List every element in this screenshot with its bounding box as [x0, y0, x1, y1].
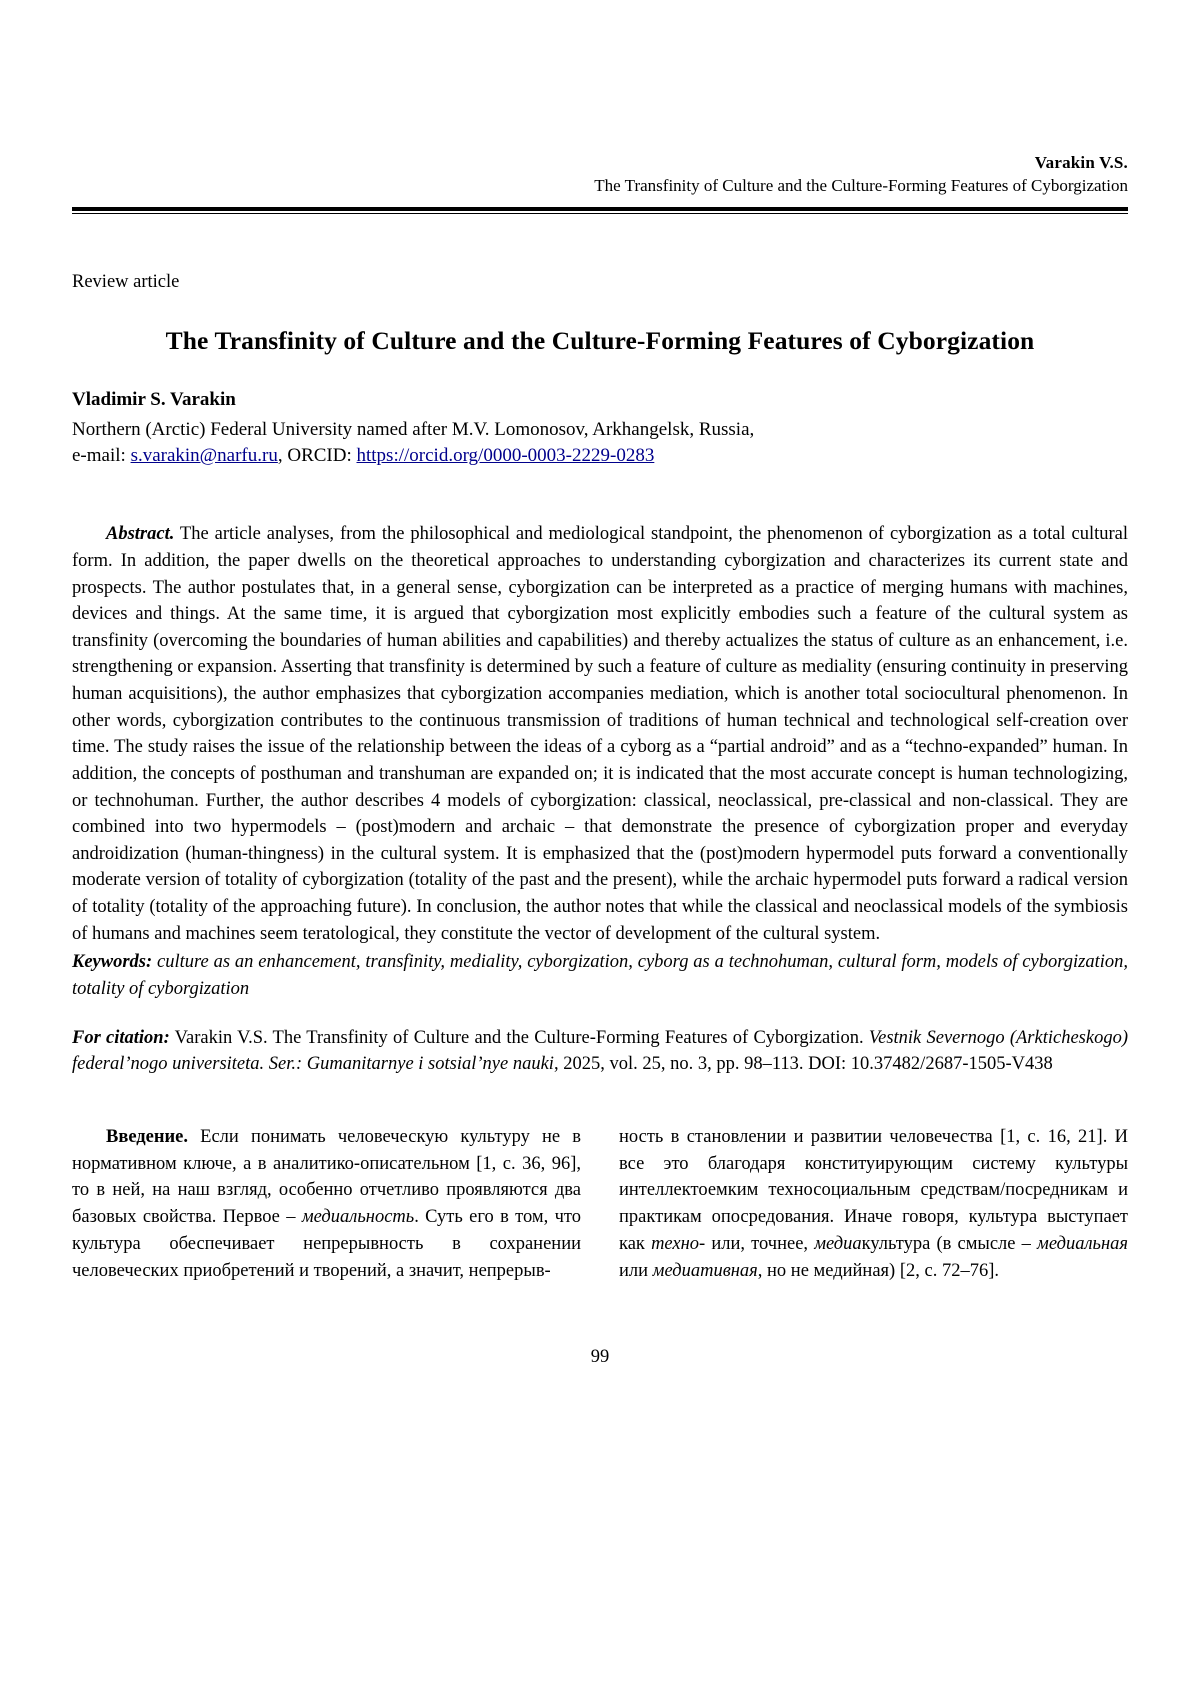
- intro-text-part-2: . Суть его в том, что культура обеспечивает непрерывность в сохранении человеческих приобретений и творений, а значит, непрерыв-: [72, 1207, 581, 1281]
- intro-cont-part-2: или, точнее,: [705, 1234, 815, 1255]
- intro-cont-italic-2: медиа: [814, 1234, 862, 1255]
- intro-cont-italic-4: медиативная: [652, 1260, 758, 1281]
- citation-label: For citation:: [72, 1027, 170, 1048]
- page-title: The Transfinity of Culture and the Culture-Forming Features of Cyborgization: [165, 325, 1035, 355]
- section-heading-introduction: Введение.: [106, 1126, 189, 1147]
- page-number: 99: [590, 1347, 610, 1367]
- email-link[interactable]: s.varakin@narfu.ru: [130, 445, 278, 467]
- orcid-label: , ORCID:: [277, 445, 357, 467]
- author-contact-line: [72, 443, 1128, 469]
- intro-cont-part-1: ность в становлении и развитии человечества [1, с. 16, 21]. И все это благодаря конституирующим систему культуры интеллектоемким техносоциальным средствам/посредникам и практикам опосредования. Иначе говоря, культура выступает как: [619, 1126, 1128, 1255]
- intro-cont-italic-1: техно-: [651, 1234, 706, 1255]
- author-name: Vladimir S. Varakin: [72, 388, 236, 410]
- email-label: e-mail:: [72, 445, 131, 467]
- intro-cont-italic-3: медиальная: [1037, 1234, 1128, 1255]
- page-content: [72, 0, 1128, 1367]
- citation-text-before: Varakin V.S. The Transfinity of Culture and the Culture-Forming Features of Cyborgization.: [169, 1027, 869, 1048]
- running-head-title: The Transfinity of Culture and the Culture-Forming Features of Cyborgization: [594, 175, 1128, 195]
- orcid-link[interactable]: https://orcid.org/0000-0003-2229-0283: [356, 445, 655, 467]
- running-head-author: Varakin V.S.: [1034, 153, 1128, 172]
- intro-cont-part-4: или: [619, 1260, 653, 1281]
- intro-cont-part-3: культура (в смысле –: [861, 1234, 1038, 1255]
- intro-text-part-1: Если понимать человеческую культуру не в нормативном ключе, а в аналитико-описательном [1, с. 36, 96], то в ней, на наш взгляд, особенно отчетливо проявляются два базовых свойства. Первое –: [72, 1126, 581, 1228]
- intro-paragraph-continued: [619, 1124, 1128, 1285]
- body-column-left: [72, 1124, 581, 1285]
- abstract-label: Abstract.: [106, 524, 175, 545]
- running-head: [72, 152, 1128, 198]
- citation: [72, 1025, 1128, 1078]
- intro-italic-1: медиальность: [301, 1207, 415, 1228]
- citation-text-after: , 2025, vol. 25, no. 3, pp. 98–113. DOI: 10.37482/2687-1505-V438: [553, 1054, 1053, 1075]
- author-affiliation: Northern (Arctic) Federal University named after M.V. Lomonosov, Arkhangelsk, Russia,: [72, 418, 755, 440]
- intro-cont-part-5: , но не медийная) [2, с. 72–76].: [757, 1260, 999, 1281]
- header-rule: [72, 207, 1128, 214]
- header-rule-thick: [72, 207, 1128, 211]
- keywords-label: Keywords:: [72, 952, 153, 973]
- abstract-text: The article analyses, from the philosophical and mediological standpoint, the phenomenon of cyborgization as a total cultural form. In addition, the paper dwells on the theoretical approaches to understanding cyborgization and characterizes its current state and prospects. The author postulates that, in a general sense, cyborgization can be interpreted as a practice of merging humans with machines, devices and things. At the same time, it is argued that cyborgization most explicitly embodies such a feature of the cultural system as transfinity (overcoming the boundaries of human abilities and capabilities) and thereby actualizes the status of culture as an enhancement, i.e. strengthening or expansion. Asserting that transfinity is determined by such a feature of culture as mediality (ensuring continuity in preserving human acquisitions), the author emphasizes that cyborgization accompanies mediation, which is another total sociocultural phenomenon. In other words, cyborgization contributes to the continuous transmission of traditions of human technical and technological self-creation over time. The study raises the issue of the relationship between the ideas of a cyborg as a “partial android” and as a “techno-expanded” human. In addition, the concepts of posthuman and transhuman are expanded on; it is indicated that the most accurate concept is human technologizing, or technohuman. Further, the author describes 4 models of cyborgization: classical, neoclassical, pre-classical and non-classical. They are combined into two hypermodels – (post)modern and archaic – that demonstrate the presence of cyborgization proper and everyday androidization (human-thingness) in the cultural system. It is emphasized that the (post)modern hypermodel puts forward a conventionally moderate version of totality of cyborgization (totality of the past and the present), while the archaic hypermodel puts forward a radical version of totality (totality of the approaching future). In conclusion, the author notes that while the classical and neoclassical models of the symbiosis of humans and machines seem teratological, they constitute the vector of development of the cultural system.: [72, 524, 1128, 944]
- header-rule-thin: [72, 213, 1128, 214]
- intro-paragraph: [72, 1124, 581, 1285]
- citation-journal: Vestnik Severnogo (Arkticheskogo) federal’nogo universiteta. Ser.: Gumanitarnye i sotsial’nye nauki: [72, 1027, 1128, 1075]
- body-columns: [72, 1124, 1128, 1285]
- abstract: [72, 521, 1128, 947]
- article-type: Review article: [72, 271, 180, 292]
- keywords: [72, 949, 1128, 1002]
- keywords-text: culture as an enhancement, transfinity, mediality, cyborgization, cyborg as a technohuman, cultural form, models of cyborgization, totality of cyborgization: [72, 952, 1128, 999]
- body-column-right: [619, 1124, 1128, 1285]
